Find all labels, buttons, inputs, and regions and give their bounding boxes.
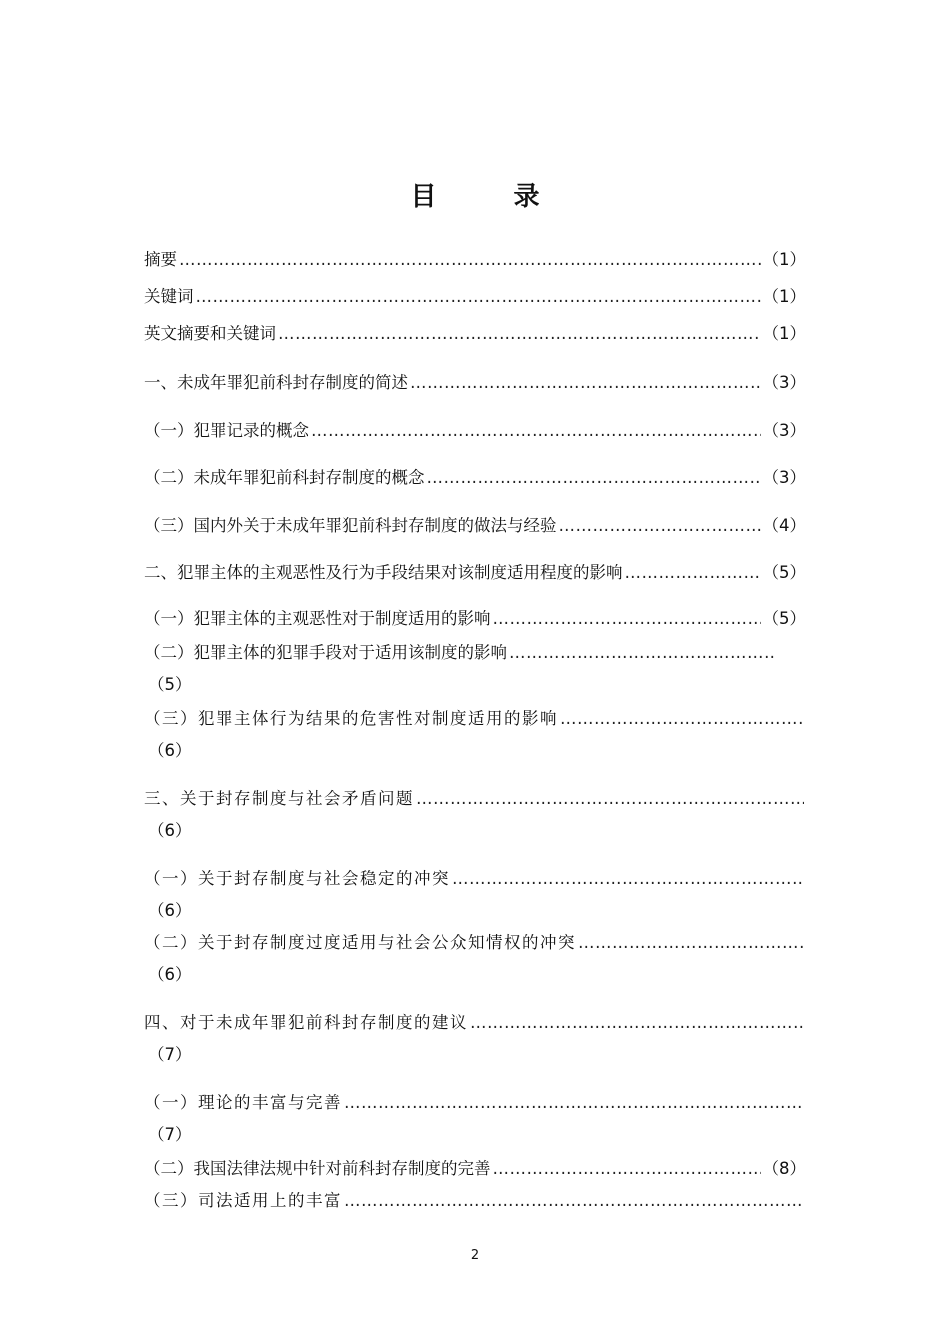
toc-leader xyxy=(278,322,761,346)
toc-entry[interactable] xyxy=(144,1091,806,1115)
toc-entry-page: （5） xyxy=(762,563,806,582)
toc-leader xyxy=(196,285,761,309)
toc-leader xyxy=(416,787,804,811)
toc-entry-text: （二）犯罪主体的犯罪手段对于适用该制度的影响 xyxy=(144,643,507,662)
toc-entry-text: （一）关于封存制度与社会稳定的冲突 xyxy=(144,869,450,888)
toc-entry[interactable] xyxy=(144,561,806,585)
toc-entry[interactable] xyxy=(144,1157,806,1181)
toc-entry-page: （1） xyxy=(762,287,806,306)
toc-entry-page: （8） xyxy=(762,1159,806,1178)
toc-entry[interactable] xyxy=(144,1011,806,1035)
toc-leader xyxy=(559,514,761,538)
toc-entry[interactable] xyxy=(144,285,806,309)
toc-leader xyxy=(493,1157,761,1181)
toc-leader xyxy=(344,1091,804,1115)
toc-leader xyxy=(344,1189,804,1213)
toc-entry-page: （6） xyxy=(148,965,192,984)
toc-leader xyxy=(509,641,774,665)
toc-entry[interactable] xyxy=(144,514,806,538)
toc-entry-page: （5） xyxy=(762,609,806,628)
toc-entry-text: （三）犯罪主体行为结果的危害性对制度适用的影响 xyxy=(144,709,558,728)
toc-entry[interactable] xyxy=(144,787,806,811)
toc-entry-text: 四、对于未成年罪犯前科封存制度的建议 xyxy=(144,1013,468,1032)
toc-entry[interactable] xyxy=(144,371,806,395)
toc-entry-page: （3） xyxy=(762,468,806,487)
toc-entry-text: （三）司法适用上的丰富 xyxy=(144,1191,342,1210)
toc-leader xyxy=(452,867,804,891)
toc-entry[interactable] xyxy=(144,322,806,346)
toc-entry-text: 关键词 xyxy=(144,287,194,306)
toc-entry-text: （二）我国法律法规中针对前科封存制度的完善 xyxy=(144,1159,491,1178)
toc-entry-page: （5） xyxy=(148,675,192,694)
toc-entry-text: （一）犯罪记录的概念 xyxy=(144,421,309,440)
toc-leader xyxy=(427,466,761,490)
toc-entry[interactable] xyxy=(144,419,806,443)
toc-entry-page: （7） xyxy=(148,1125,192,1144)
toc-entry-page: （7） xyxy=(148,1045,192,1064)
toc-entry[interactable] xyxy=(144,931,806,955)
toc-entry-text: 三、关于封存制度与社会矛盾问题 xyxy=(144,789,414,808)
toc-entry-page: （4） xyxy=(762,516,806,535)
toc-entry-text: 二、犯罪主体的主观恶性及行为手段结果对该制度适用程度的影响 xyxy=(144,563,623,582)
toc-entry-text: （三）国内外关于未成年罪犯前科封存制度的做法与经验 xyxy=(144,516,557,535)
toc-entry[interactable] xyxy=(144,641,776,665)
toc-entry-page: （3） xyxy=(762,373,806,392)
toc-entry[interactable] xyxy=(144,466,806,490)
toc-entry-text: （二）关于封存制度过度适用与社会公众知情权的冲突 xyxy=(144,933,576,952)
toc-entry-page: （3） xyxy=(762,421,806,440)
toc-entry[interactable] xyxy=(144,607,806,631)
page-number: 2 xyxy=(470,1248,480,1263)
toc-entry-text: （一）理论的丰富与完善 xyxy=(144,1093,342,1112)
toc-leader xyxy=(493,607,761,631)
toc-leader xyxy=(311,419,761,443)
toc-entry-page: （1） xyxy=(762,324,806,343)
toc-entry-page: （6） xyxy=(148,741,192,760)
toc-entry-text: 英文摘要和关键词 xyxy=(144,324,276,343)
toc-leader xyxy=(560,707,804,731)
toc-leader xyxy=(470,1011,804,1035)
toc-entry-text: 摘要 xyxy=(144,250,177,269)
toc-entry-page: （6） xyxy=(148,821,192,840)
page-title: 目 录 xyxy=(410,182,574,212)
toc-entry[interactable] xyxy=(144,867,806,891)
toc-entry-text: （二）未成年罪犯前科封存制度的概念 xyxy=(144,468,425,487)
toc-entry[interactable] xyxy=(144,248,806,272)
toc-leader xyxy=(179,248,761,272)
toc-entry-page: （6） xyxy=(148,901,192,920)
toc-entry-text: （一）犯罪主体的主观恶性对于制度适用的影响 xyxy=(144,609,491,628)
toc-leader xyxy=(625,561,761,585)
toc-entry[interactable] xyxy=(144,707,806,731)
toc-entry-page: （1） xyxy=(762,250,806,269)
toc-entry[interactable] xyxy=(144,1189,806,1213)
toc-leader xyxy=(410,371,761,395)
toc-leader xyxy=(578,931,804,955)
toc-entry-text: 一、未成年罪犯前科封存制度的简述 xyxy=(144,373,408,392)
